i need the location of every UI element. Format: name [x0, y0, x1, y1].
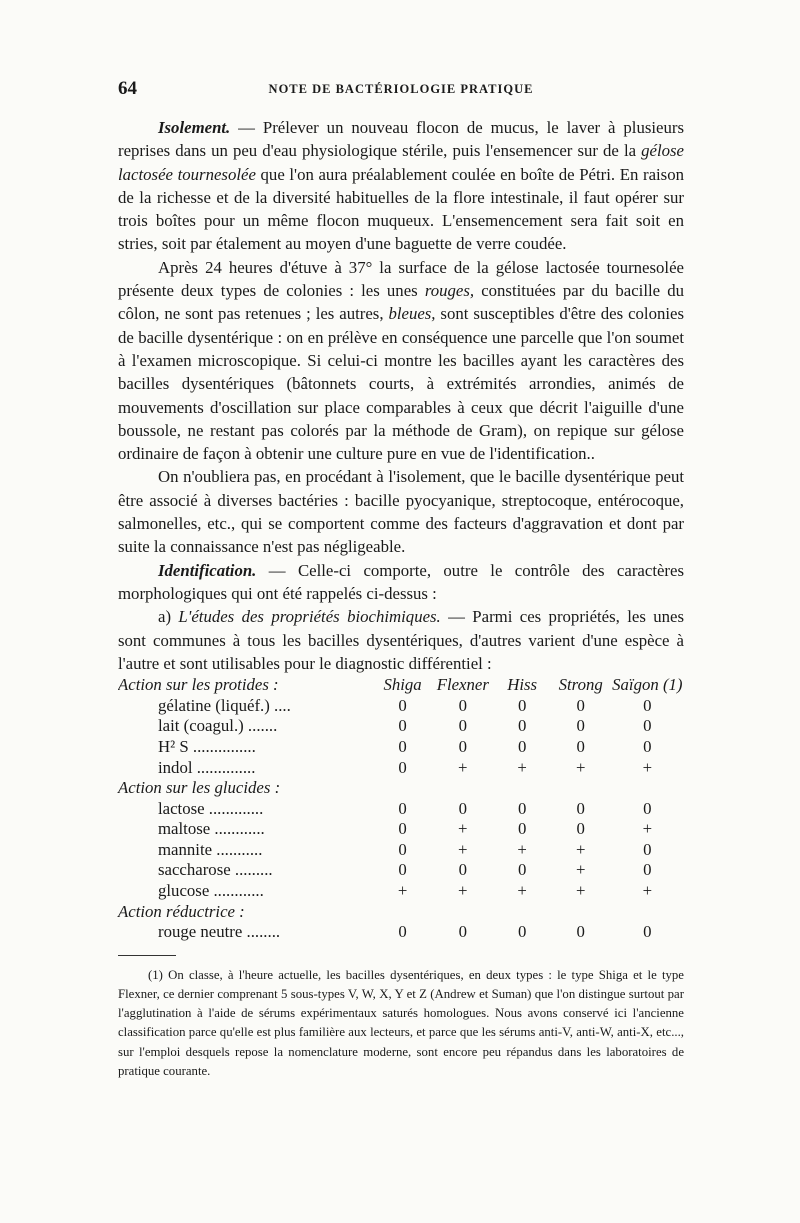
table-cell: 0 [517, 736, 527, 756]
table-cell: + [458, 881, 468, 901]
table-cell: 0 [643, 860, 652, 880]
page-number: 64 [118, 78, 137, 99]
table-cell: 0 [398, 839, 407, 859]
row-label: mannite ........... [158, 839, 263, 859]
column-header: Saïgon (1) [612, 675, 683, 695]
table-cell: 0 [458, 695, 467, 715]
table-row [118, 922, 684, 943]
table-cell: 0 [576, 922, 585, 942]
table-cell: + [458, 839, 468, 859]
identification-lead: Identification. [158, 560, 257, 580]
table-cell: 0 [517, 798, 527, 818]
column-header: Hiss [507, 675, 538, 695]
section-glucides: Action sur les glucides : [118, 778, 281, 798]
table-cell: 0 [643, 839, 652, 859]
table-cell: + [642, 757, 653, 777]
page-header [118, 78, 684, 100]
row-label: H² S ............... [158, 736, 256, 756]
page-body [118, 116, 684, 1081]
table-row [118, 819, 684, 840]
table-cell: + [458, 819, 468, 839]
table-row [118, 696, 684, 717]
text-run: sont susceptibles d'être des colonies de bacille dysentérique : on en prélève en conséquence une parcelle que l'on soumet à l'examen microscopique. Si celui-ci montre les bacilles ayant les caractères des bacilles dysentériques (bâtonnets courts, à extrémités arrondies, animés de mouvements d'oscillation sur place comparables à ceux que décrit l'aiguille d'une boussole, ne restant pas colorés par la méthode de Gram), on repique sur gélose ordinaire de façon à obtenir une culture pure en vue de l'identification.. [118, 304, 684, 464]
table-cell: 0 [458, 922, 467, 942]
table-cell: 0 [398, 860, 407, 880]
text-run: a) [158, 607, 179, 627]
table-row [118, 737, 684, 758]
table-row [118, 840, 684, 861]
row-label: gélatine (liquéf.) .... [158, 695, 291, 715]
paragraph-identification [118, 559, 684, 606]
table-cell: 0 [458, 798, 467, 818]
row-label: lactose ............. [158, 798, 264, 818]
table-cell: + [642, 881, 653, 901]
table-cell: 0 [458, 736, 467, 756]
table-cell: 0 [576, 798, 585, 818]
row-label: glucose ............ [158, 881, 264, 901]
paragraph-colonies [118, 256, 684, 466]
column-header: Shiga [383, 675, 422, 695]
table-header-row [118, 675, 684, 696]
table-cell: + [575, 860, 586, 880]
table-cell: 0 [398, 819, 407, 839]
italic-run: L'études des propriétés biochimiques. [178, 607, 441, 627]
column-header: Flexner [436, 675, 489, 695]
row-label: lait (coagul.) ....... [158, 716, 278, 736]
table-cell: 0 [643, 922, 652, 942]
table-cell: 0 [517, 716, 527, 736]
row-label: maltose ............ [158, 819, 265, 839]
row-label: rouge neutre ........ [158, 922, 281, 942]
text-run: — Celle-ci comporte, outre le contrôle des caractères morphologiques qui ont été rappelés ci-dessus : [118, 560, 684, 603]
isolement-lead: Isolement. [158, 118, 231, 137]
table-cell: 0 [576, 736, 585, 756]
table-row [118, 799, 684, 820]
table-cell: 0 [576, 716, 585, 736]
table-cell: 0 [398, 695, 407, 715]
table-cell: 0 [643, 798, 652, 818]
row-label: saccharose ......... [158, 860, 273, 880]
row-label: indol .............. [158, 757, 256, 777]
table-cell: 0 [576, 695, 585, 715]
table-cell: + [397, 881, 408, 901]
section-protides: Action sur les protides : [118, 675, 279, 695]
table-cell: 0 [576, 819, 585, 839]
paragraph-biochimie [118, 605, 684, 675]
section-reductrice: Action réductrice : [118, 901, 245, 921]
text-run: constituées par du bacille du côlon, ne sont pas retenues ; les autres, [118, 281, 684, 324]
paragraph-associations: On n'oubliera pas, en procédant à l'isolement, que le bacille dysentérique peut être associé à diverses bactéries : bacille pyocyanique, streptocoque, entérocoque, salmonelles, etc., qui se comportent comme des facteurs d'aggravation et dont par suite la connaissance n'est pas négligeable. [118, 467, 684, 557]
table-cell: 0 [517, 922, 527, 942]
table-cell: + [517, 757, 527, 777]
footnote-text: (1) On classe, à l'heure actuelle, les bacilles dysentériques, en deux types : le type Shiga et le type Flexner, ce dernier comprenant 5 sous-types V, W, X, Y et Z (Andrew et Suman) que l'on distingue surtout par l'agglutination à l'aide de sérums expérimentaux saturés homologues. Nous avons conservé ici l'ancienne classification parce qu'elle est plus familière aux lecteurs, et parce que les sérums anti-V, anti-W, anti-X, etc..., sur l'emploi desquels repose la nomenclature moderne, sont encore peu répandus dans les laboratoires de pratique courante. [118, 967, 684, 1078]
text-run: que l'on aura préalablement coulée en boîte de Pétri. En raison de la richesse et de la diversité habituelles de la flore intestinale, il faut opérer sur trois boîtes pour un même flocon muqueux. L'ensemencement sera fait soit en stries, soit par étalement au moyen d'une baguette de verre coudée. [118, 164, 684, 254]
table-cell: + [575, 839, 586, 859]
italic-run: bleues, [388, 304, 436, 324]
italic-run: rouges, [424, 281, 475, 301]
table-cell: + [642, 819, 653, 839]
table-cell: + [458, 757, 468, 777]
table-cell: 0 [643, 695, 652, 715]
italic-run: gélose lactosée tournesolée [118, 141, 684, 184]
table-cell: 0 [458, 860, 467, 880]
text-run: — Prélever un nouveau flocon de mucus, le laver à plusieurs reprises dans un peu d'eau physiologique stérile, puis l'ensemencer sur de la [118, 118, 684, 161]
section-row [118, 778, 684, 799]
text-run: Après 24 heures d'étuve à 37° la surface de la gélose lactosée tournesolée présente deux types de colonies : les unes [118, 257, 684, 301]
table-cell: 0 [398, 798, 407, 818]
table-cell: 0 [517, 860, 527, 880]
paragraph-isolement [118, 116, 684, 256]
table-cell: 0 [398, 757, 407, 777]
footnote [118, 966, 684, 1081]
table-row [118, 758, 684, 779]
table-row [118, 716, 684, 737]
section-row [118, 902, 684, 923]
footnote-rule [118, 955, 176, 956]
table-cell: 0 [398, 922, 407, 942]
table-cell: 0 [398, 716, 407, 736]
table-cell: 0 [517, 695, 527, 715]
table-cell: + [517, 881, 527, 901]
table-cell: 0 [458, 716, 467, 736]
table-cell: + [575, 757, 586, 777]
column-header: Strong [558, 675, 603, 695]
table-cell: 0 [643, 736, 652, 756]
text-run: — Parmi ces propriétés, les unes sont communes à tous les bacilles dysentériques, d'autres varient d'une espèce à l'autre et sont utilisables pour le diagnostic différentiel : [118, 607, 685, 673]
table-cell: + [517, 839, 527, 859]
table-cell: 0 [643, 716, 652, 736]
table-cell: + [575, 881, 586, 901]
table-row [118, 860, 684, 881]
table-cell: 0 [517, 819, 527, 839]
running-title: NOTE DE BACTÉRIOLOGIE PRATIQUE [268, 82, 534, 96]
table-row [118, 881, 684, 902]
table-cell: 0 [398, 736, 407, 756]
biochemical-table [118, 675, 684, 943]
